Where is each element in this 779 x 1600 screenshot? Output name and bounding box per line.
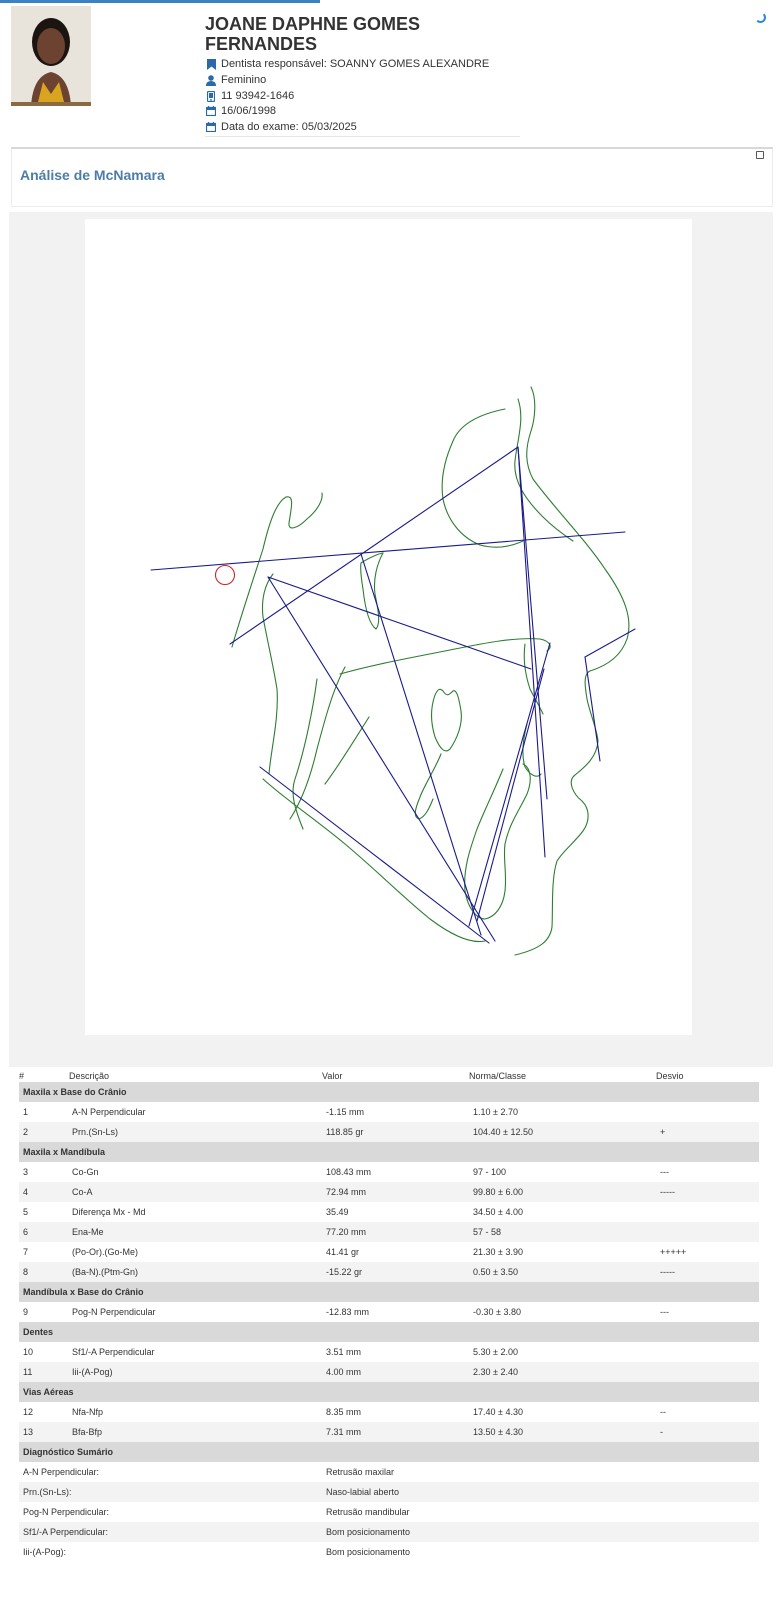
patient-name: JOANE DAPHNE GOMES FERNANDES <box>205 14 421 54</box>
row-value: -1.15 mm <box>326 1107 365 1117</box>
summary-row <box>19 1482 759 1502</box>
group-title: Mandíbula x Base do Crânio <box>23 1287 144 1297</box>
row-deviation: -- <box>660 1407 666 1417</box>
table-row <box>19 1302 759 1322</box>
group-row <box>19 1142 759 1162</box>
summary-label: A-N Perpendicular: <box>23 1467 100 1477</box>
tracing-panel <box>9 212 773 1067</box>
table-row <box>19 1262 759 1282</box>
info-divider <box>205 136 520 137</box>
summary-value: Naso-labial aberto <box>326 1487 400 1497</box>
row-deviation: ----- <box>660 1267 675 1277</box>
patient-phone: 11 93942-1646 <box>221 90 295 102</box>
row-description: (Po-Or).(Go-Me) <box>72 1247 138 1257</box>
row-description: Sf1/-A Perpendicular <box>72 1347 155 1357</box>
group-row <box>19 1322 759 1342</box>
table-row <box>19 1222 759 1242</box>
summary-label: Sf1/-A Perpendicular: <box>23 1527 109 1537</box>
dentist-name: SOANNY GOMES ALEXANDRE <box>329 58 490 70</box>
col-header-norm: Norma/Classe <box>469 1071 527 1081</box>
row-number: 6 <box>23 1227 29 1237</box>
row-number: 3 <box>23 1167 29 1177</box>
trace-palate <box>340 639 550 674</box>
summary-value: Bom posicionamento <box>326 1547 411 1557</box>
phone-row <box>205 88 294 104</box>
row-norm: 104.40 ± 12.50 <box>473 1127 533 1137</box>
table-row <box>19 1162 759 1182</box>
trace-pterygoid-3 <box>325 717 369 784</box>
row-description: Diferença Mx - Md <box>72 1207 146 1217</box>
table-row <box>19 1402 759 1422</box>
section-title: Análise de McNamara <box>20 167 165 183</box>
trace-ramus <box>262 574 277 774</box>
row-number: 12 <box>23 1407 34 1417</box>
table-row <box>19 1242 759 1262</box>
exam-date-label: Data do exame: <box>221 121 299 133</box>
row-value: 77.20 mm <box>326 1227 367 1237</box>
patient-sex: Feminino <box>221 74 267 86</box>
row-description: Nfa-Nfp <box>72 1407 104 1417</box>
trace-marker-porion <box>216 566 235 585</box>
trace-lower-tooth <box>415 754 441 819</box>
row-number: 9 <box>23 1307 29 1317</box>
calendar-icon <box>205 121 217 133</box>
row-number: 5 <box>23 1207 29 1217</box>
summary-value: Retrusão mandibular <box>326 1507 410 1517</box>
trace-line-incisor-axis <box>477 669 544 921</box>
row-norm: 97 - 100 <box>473 1167 507 1177</box>
summary-label: Pog-N Perpendicular: <box>23 1507 110 1517</box>
row-number: 1 <box>23 1107 29 1117</box>
row-norm: 5.30 ± 2.00 <box>473 1347 518 1357</box>
row-deviation: ----- <box>660 1187 675 1197</box>
trace-line-a-pog <box>469 643 550 926</box>
trace-symphysis <box>465 764 531 919</box>
patient-photo <box>11 6 91 106</box>
trace-line-n-perp <box>518 447 547 799</box>
row-value: 4.00 mm <box>326 1367 362 1377</box>
row-number: 4 <box>23 1187 29 1197</box>
row-number: 7 <box>23 1247 29 1257</box>
summary-label: Iii-(A-Pog): <box>23 1547 67 1557</box>
row-value: 7.31 mm <box>326 1427 362 1437</box>
row-description: Pog-N Perpendicular <box>72 1307 156 1317</box>
summary-row <box>19 1502 759 1522</box>
trace-line-lip <box>585 629 635 657</box>
row-deviation: - <box>660 1427 663 1437</box>
spinner-icon <box>755 12 766 23</box>
col-header-description: Descrição <box>69 1071 110 1081</box>
summary-title: Diagnóstico Sumário <box>23 1447 114 1457</box>
summary-row <box>19 1522 759 1542</box>
trace-soft-profile <box>515 387 629 955</box>
table-row <box>19 1342 759 1362</box>
row-value: -12.83 mm <box>326 1307 370 1317</box>
table-row <box>19 1202 759 1222</box>
row-norm: 0.50 ± 3.50 <box>473 1267 518 1277</box>
group-row <box>19 1382 759 1402</box>
summary-group-row <box>19 1442 759 1462</box>
row-number: 10 <box>23 1347 34 1357</box>
row-value: -15.22 gr <box>326 1267 363 1277</box>
bookmark-icon <box>205 58 217 70</box>
row-number: 13 <box>23 1427 34 1437</box>
trace-cranial-outline <box>232 493 322 647</box>
row-value: 108.43 mm <box>326 1167 372 1177</box>
group-row <box>19 1082 759 1102</box>
user-icon <box>205 74 217 86</box>
row-description: Iii-(A-Pog) <box>72 1367 113 1377</box>
exam-row <box>205 119 357 135</box>
row-norm: 99.80 ± 6.00 <box>473 1187 523 1197</box>
row-number: 11 <box>23 1367 33 1377</box>
trace-line-co-a <box>268 577 531 669</box>
row-value: 72.94 mm <box>326 1187 367 1197</box>
row-description: Co-Gn <box>72 1167 99 1177</box>
analysis-section-header <box>11 149 773 207</box>
row-value: 8.35 mm <box>326 1407 362 1417</box>
summary-label: Prn.(Sn-Ls): <box>23 1487 72 1497</box>
row-description: Co-A <box>72 1187 93 1197</box>
group-title: Vias Aéreas <box>23 1387 74 1397</box>
trace-line-frankfort <box>151 532 625 570</box>
row-deviation: --- <box>660 1167 669 1177</box>
trace-frontal <box>442 409 523 547</box>
summary-value: Retrusão maxilar <box>326 1467 395 1477</box>
summary-row <box>19 1462 759 1482</box>
trace-mandible-lower <box>263 779 485 942</box>
group-row <box>19 1282 759 1302</box>
calendar-icon <box>205 105 217 117</box>
row-value: 3.51 mm <box>326 1347 362 1357</box>
row-norm: -0.30 ± 3.80 <box>473 1307 521 1317</box>
row-description: (Ba-N).(Ptm-Gn) <box>72 1267 138 1277</box>
trace-line-ptm-gn <box>361 554 481 935</box>
table-row <box>19 1102 759 1122</box>
row-norm: 17.40 ± 4.30 <box>473 1407 523 1417</box>
table-header <box>19 1068 759 1082</box>
row-norm: 21.30 ± 3.90 <box>473 1247 523 1257</box>
table-row <box>19 1122 759 1142</box>
trace-upper-incisor <box>432 689 462 751</box>
row-value: 41.41 gr <box>326 1247 360 1257</box>
col-header-value: Valor <box>322 1071 343 1081</box>
trace-line-an <box>518 447 545 857</box>
patient-birth-date: 16/06/1998 <box>221 105 277 117</box>
table-row <box>19 1422 759 1442</box>
row-value: 118.85 gr <box>326 1127 364 1137</box>
row-deviation: + <box>660 1127 666 1137</box>
trace-line-lip-2 <box>585 657 600 761</box>
row-number: 2 <box>23 1127 29 1137</box>
birth-row <box>205 103 276 119</box>
col-header-deviation: Desvio <box>656 1071 684 1081</box>
cephalometric-tracing <box>85 219 692 1035</box>
group-title: Maxila x Base do Crânio <box>23 1087 127 1097</box>
dentist-label: Dentista responsável: <box>221 58 327 70</box>
checkbox-icon[interactable] <box>756 151 764 159</box>
patient-header <box>0 0 779 145</box>
table-row <box>19 1182 759 1202</box>
row-description: Ena-Me <box>72 1227 104 1237</box>
row-description: Prn.(Sn-Ls) <box>72 1127 119 1137</box>
trace-line-co-gn <box>268 577 495 941</box>
summary-value: Bom posicionamento <box>326 1527 411 1537</box>
row-norm: 34.50 ± 4.00 <box>473 1207 523 1217</box>
row-norm: 13.50 ± 4.30 <box>473 1427 523 1437</box>
row-deviation: --- <box>660 1307 669 1317</box>
phone-icon <box>205 90 217 102</box>
row-norm: 57 - 58 <box>473 1227 502 1237</box>
dentist-row <box>205 56 489 72</box>
col-header-number: # <box>19 1071 25 1081</box>
group-title: Dentes <box>23 1327 54 1337</box>
row-value: 35.49 <box>326 1207 349 1217</box>
group-title: Maxila x Mandíbula <box>23 1147 106 1157</box>
row-norm: 1.10 ± 2.70 <box>473 1107 518 1117</box>
row-deviation: +++++ <box>660 1247 687 1257</box>
row-number: 8 <box>23 1267 29 1277</box>
results-table <box>19 1068 759 1562</box>
exam-date: 05/03/2025 <box>301 121 357 133</box>
table-row <box>19 1362 759 1382</box>
sex-row <box>205 72 266 88</box>
tracing-svg <box>85 219 692 1035</box>
summary-row <box>19 1542 759 1562</box>
row-description: A-N Perpendicular <box>72 1107 146 1117</box>
trace-line-mand-plane <box>260 767 489 943</box>
row-description: Bfa-Bfp <box>72 1427 103 1437</box>
row-norm: 2.30 ± 2.40 <box>473 1367 518 1377</box>
